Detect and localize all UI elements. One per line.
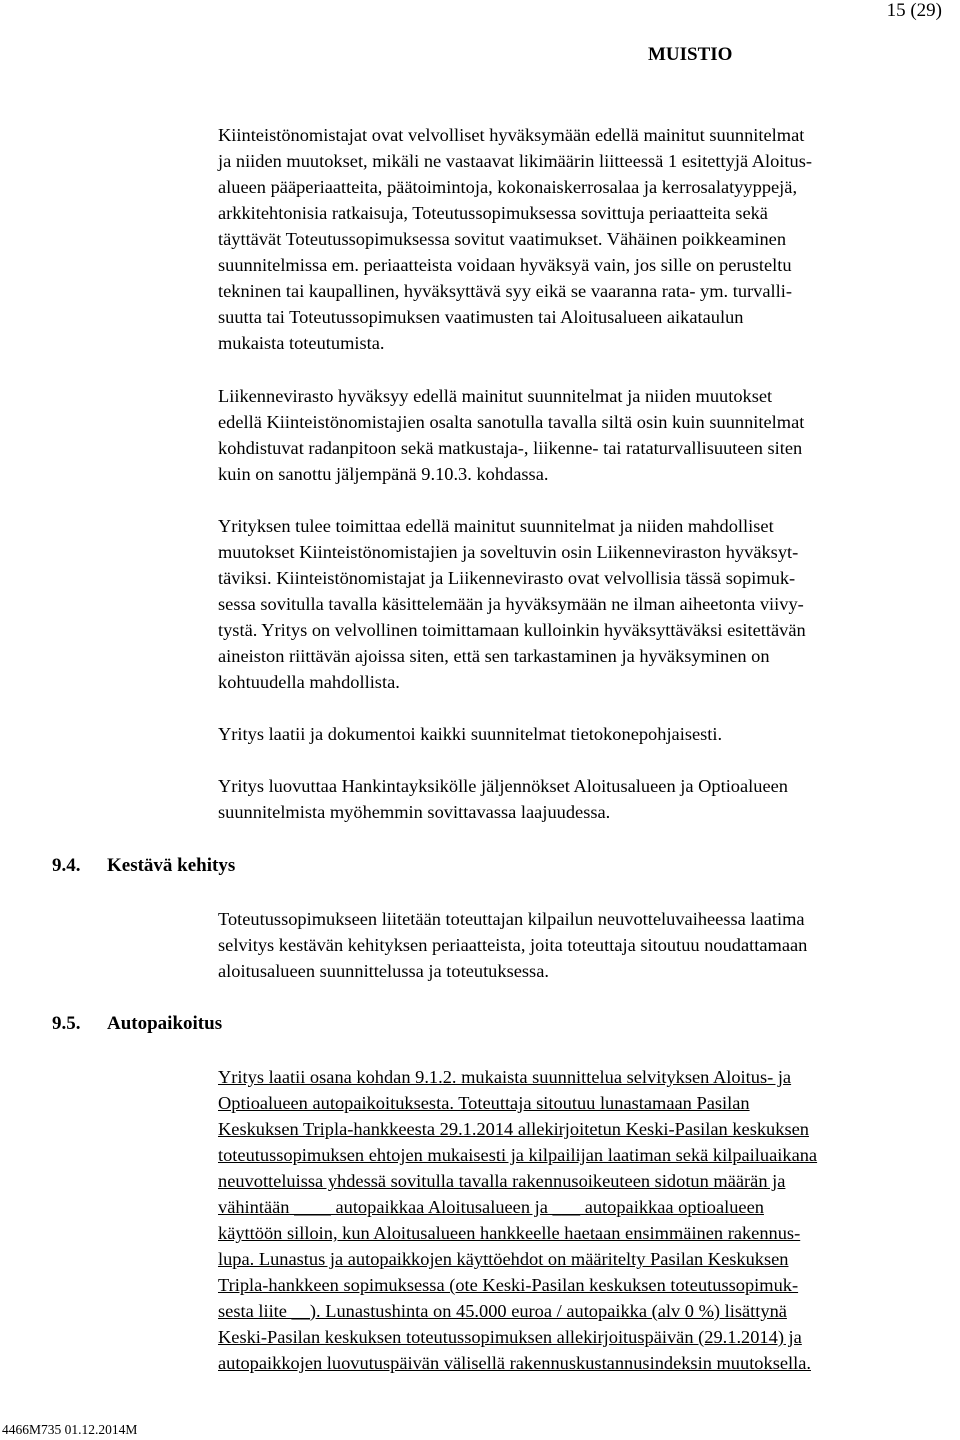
section-number: 9.5. (52, 1013, 81, 1034)
paragraph-copies (218, 773, 956, 825)
section-number: 9.4. (52, 855, 81, 876)
footer-document-id: 4466M735 01.12.2014M (2, 1422, 138, 1437)
text-line: neuvotteluissa yhdessä sovitulla tavalla rakennusoikeuteen sidotun määrän ja (218, 1171, 786, 1191)
text-line: arkkitehtonisia ratkaisuja, Toteutussopimuksessa sovittuja periaatteita sekä (218, 203, 768, 223)
text-line: autopaikkojen luovutuspäivän välisellä rakennuskustannusindeksin muutoksella. (218, 1353, 811, 1373)
section-title: Autopaikoitus (107, 1013, 223, 1034)
paragraph-documentation (218, 721, 956, 747)
text-line: Yrityksen tulee toimittaa edellä mainitut suunnitelmat ja niiden mahdolliset (218, 516, 774, 536)
text-line: täyttävät Toteutussopimuksessa sovitut vaatimukset. Vähäinen poikkeaminen (218, 229, 787, 249)
paragraph-plan-approval (218, 122, 956, 356)
section-heading-9-5 (52, 1012, 222, 1036)
section-title: Kestävä kehitys (107, 855, 236, 876)
text-line: sessa sovitulla tavalla käsittelemään ja hyväksymään ne ilman aiheetonta viivy- (218, 594, 804, 614)
text-line: kuin on sanottu jäljempänä 9.10.3. kohdassa. (218, 464, 549, 484)
page-number: 15 (29) (886, 0, 942, 21)
text-line: aloitusalueen suunnittelussa ja toteutuksessa. (218, 961, 549, 981)
text-line: kohdistuvat radanpitoon sekä matkustaja-, liikenne- tai rataturvallisuuteen siten (218, 438, 803, 458)
text-line: täviksi. Kiinteistönomistajat ja Liikennevirasto ovat velvollisia tässä sopimuk- (218, 568, 796, 588)
text-line: sesta liite __). Lunastushinta on 45.000 euroa / autopaikka (alv 0 %) lisättynä (218, 1301, 787, 1321)
text-line: vähintään ____ autopaikkaa Aloitusalueen ja ___ autopaikkaa optioalueen (218, 1197, 764, 1217)
section-heading-9-4 (52, 854, 235, 878)
text-line: Yritys luovuttaa Hankintayksikölle jäljennökset Aloitusalueen ja Optioalueen (218, 776, 788, 796)
text-line: suunnitelmissa em. periaatteista voidaan hyväksyä vain, jos sille on perusteltu (218, 255, 792, 275)
text-line: Yritys laatii osana kohdan 9.1.2. mukaista suunnittelua selvityksen Aloitus- ja (218, 1067, 792, 1087)
text-line: Keskuksen Tripla-hankkeesta 29.1.2014 allekirjoitetun Keski-Pasilan keskuksen (218, 1119, 809, 1139)
text-line: mukaista toteutumista. (218, 333, 385, 353)
text-line: Toteutussopimukseen liitetään toteuttajan kilpailun neuvotteluvaiheessa laatima (218, 909, 805, 929)
text-line: Liikennevirasto hyväksyy edellä mainitut suunnitelmat ja niiden muutokset (218, 386, 773, 406)
text-line: ja niiden muutokset, mikäli ne vastaavat likimäärin liitteessä 1 esitettyjä Aloitus- (218, 151, 812, 171)
document-type-title: MUISTIO (648, 44, 733, 65)
text-line: Keski-Pasilan keskuksen toteutussopimuksen allekirjoituspäivän (29.1.2014) ja (218, 1327, 802, 1347)
paragraph-liikennevirasto-approval (218, 383, 956, 487)
text-line: tystä. Yritys on velvollinen toimittamaan kulloinkin hyväksyttäväksi esitettävän (218, 620, 806, 640)
text-line: edellä Kiinteistönomistajien osalta sanotulla tavalla siltä osin kuin suunnitelmat (218, 412, 805, 432)
text-line: Optioalueen autopaikoituksesta. Toteuttaja sitoutuu lunastamaan Pasilan (218, 1093, 750, 1113)
paragraph-sustainable-development (218, 906, 956, 984)
text-line: toteutussopimuksen ehtojen mukaisesti ja kilpailijan laatiman sekä kilpailuaikana (218, 1145, 818, 1165)
text-line: suutta tai Toteutussopimuksen vaatimusten tai Aloitusalueen aikataulun (218, 307, 744, 327)
text-line: selvitys kestävän kehityksen periaatteista, joita toteuttaja sitoutuu noudattamaan (218, 935, 808, 955)
text-line: kohtuudella mahdollista. (218, 672, 400, 692)
text-line: suunnitelmista myöhemmin sovittavassa laajuudessa. (218, 802, 611, 822)
text-line: lupa. Lunastus ja autopaikkojen käyttöehdot on määritelty Pasilan Keskuksen (218, 1249, 789, 1269)
text-line: aineiston riittävän ajoissa siten, että sen tarkastaminen ja hyväksyminen on (218, 646, 770, 666)
text-line: Yritys laatii ja dokumentoi kaikki suunnitelmat tietokonepohjaisesti. (218, 724, 723, 744)
text-line: alueen pääperiaatteita, päätoimintoja, kokonaiskerrosalaa ja kerrosalatyyppejä, (218, 177, 798, 197)
paragraph-parking-underlined (218, 1064, 956, 1376)
text-line: käyttöön silloin, kun Aloitusalueen hankkeelle haetaan ensimmäinen rakennus- (218, 1223, 801, 1243)
paragraph-company-delivery (218, 513, 956, 695)
text-line: tekninen tai kaupallinen, hyväksyttävä syy eikä se vaaranna rata- ym. turvalli- (218, 281, 792, 301)
text-line: Kiinteistönomistajat ovat velvolliset hyväksymään edellä mainitut suunnitelmat (218, 125, 805, 145)
text-line: Tripla-hankkeen sopimuksessa (ote Keski-Pasilan keskuksen toteutussopimuk- (218, 1275, 799, 1295)
text-line: muutokset Kiinteistönomistajien ja soveltuvin osin Liikenneviraston hyväksyt- (218, 542, 799, 562)
